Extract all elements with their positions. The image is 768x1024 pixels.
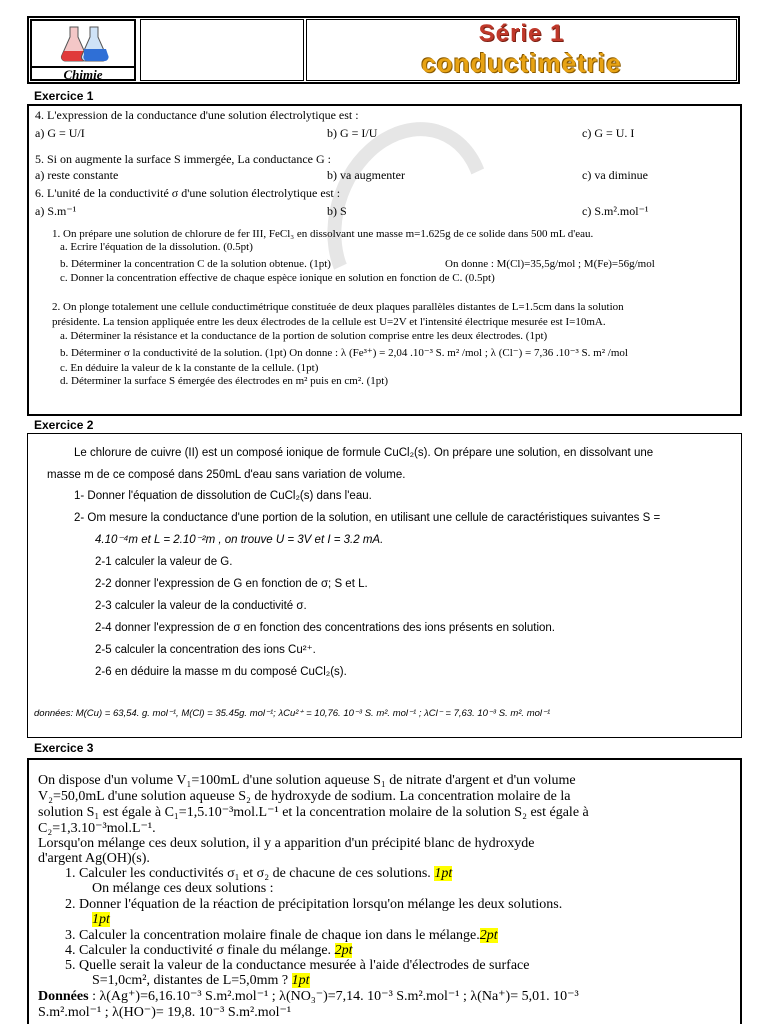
ex1-part2-a: a. Déterminer la résistance et la conductance de la portion de solution comprise entre les deux électrodes. (1pt) <box>60 330 548 342</box>
q5-option-b: b) va augmenter <box>327 168 405 182</box>
q5-option-c: c) va diminue <box>582 168 648 182</box>
subject-label: Chimie <box>32 66 134 82</box>
ex3-intro-2: V₂=50,0mL d'une solution aqueuse S₂ de hydroxyde de sodium. La concentration molaire de la <box>38 789 571 804</box>
ex1-part1-a: a. Ecrire l'équation de la dissolution. (0.5pt) <box>60 241 253 253</box>
ex2-intro-2: masse m de ce composé dans 250mL d'eau sans variation de volume. <box>47 469 406 481</box>
ex1-part2-d: d. Déterminer la surface S émergée des électrodes en m² puis en cm². (1pt) <box>60 375 389 387</box>
ex2-q2-1: 2-1 calculer la valeur de G. <box>95 556 233 568</box>
ex1-part1-c: c. Donner la concentration effective de chaque espèce ionique en solution en fonction de C. (0.5pt) <box>60 272 495 284</box>
ex3-intro-1: On dispose d'un volume V₁=100mL d'une solution aqueuse S₁ de nitrate d'argent et d'un volume <box>38 773 576 788</box>
ex2-intro: Le chlorure de cuivre (II) est un composé ionique de formule CuCl₂(s). On prépare une solution, en dissolvant une <box>74 447 654 459</box>
ex3-intro-3: solution S₁ est égale à C₁=1,5.10⁻³mol.L⁻¹ et la concentration molaire de la solution S₂ est égale à <box>38 805 589 820</box>
ex3-q4-points: 2pt <box>334 943 353 958</box>
ex3-data-label: Données <box>38 989 89 1004</box>
ex2-q2: 2- Om mesure la conductance d'une portion de la solution, en utilisant une cellule de caractéristiques suivantes S = <box>74 512 661 524</box>
ex3-q5: 5. Quelle serait la valeur de la conductance mesurée à l'aide d'électrodes de surface <box>65 958 530 973</box>
ex1-part1-data: On donne : M(Cl)=35,5g/mol ; M(Fe)=56g/mol <box>445 258 655 270</box>
q5-option-a: a) reste constante <box>35 168 119 182</box>
ex2-q2-5: 2-5 calculer la concentration des ions Cu²⁺. <box>95 644 316 656</box>
ex3-q2: 2. Donner l'équation de la réaction de précipitation lorsqu'on mélange les deux solutions. <box>65 897 563 912</box>
ex2-q2-values: 4.10⁻⁴m et L = 2.10⁻²m , on trouve U = 3V et I = 3.2 mA. <box>95 534 384 546</box>
q6-option-b: b) S <box>327 204 347 218</box>
ex3-q1: 1. Calculer les conductivités σ₁ et σ₂ de chacune de ces solutions. 1pt <box>65 866 453 881</box>
q6-option-c: c) S.m².mol⁻¹ <box>582 204 649 218</box>
page-title: conductimètrie <box>421 48 622 78</box>
ex3-intro-6: d'argent Ag(OH)(s). <box>38 851 150 866</box>
q4-option-a: a) G = U/I <box>35 126 85 140</box>
header-blank-cell <box>140 19 304 81</box>
ex3-intro-5: Lorsqu'on mélange ces deux solution, il y a apparition d'un précipité blanc de hydroxyde <box>38 836 535 851</box>
ex3-q1-points: 1pt <box>434 866 453 881</box>
ex1-part2-intro: 2. On plonge totalement une cellule conductimétrique constituée de deux plaques parallèles distantes de L=1.5cm dans la solution <box>52 301 624 313</box>
exercise-3-label: Exercice 3 <box>34 741 94 755</box>
ex2-q2-3: 2-3 calculer la valeur de la conductivité σ. <box>95 600 307 612</box>
ex2-q1: 1- Donner l'équation de dissolution de CuCl₂(s) dans l'eau. <box>74 490 372 502</box>
ex2-q2-4: 2-4 donner l'expression de σ en fonction des concentrations des ions présents en solution. <box>95 622 555 634</box>
flask-icon <box>32 21 134 67</box>
ex2-q2-2: 2-2 donner l'expression de G en fonction de σ; S et L. <box>95 578 368 590</box>
exercise-2-label: Exercice 2 <box>34 418 94 432</box>
ex1-part2-intro-2: présidente. La tension appliquée entre les deux électrodes de la cellule est U=2V et l'intensité électrique mesurée est I=10mA. <box>52 316 606 328</box>
ex1-part2-b: b. Déterminer σ la conductivité de la solution. (1pt) On donne : λ (Fe³⁺) = 2,04 .10⁻³ S. m² /mol ; λ (Cl⁻) = 7,36 .10⁻³ S. m² /mol <box>60 347 628 359</box>
ex3-q4: 4. Calculer la conductivité σ finale du mélange. 2pt <box>65 943 353 958</box>
q4-option-b: b) G = I/U <box>327 126 378 140</box>
q4-option-c: c) G = U. I <box>582 126 635 140</box>
q6-text: 6. L'unité de la conductivité σ d'une solution électrolytique est : <box>35 186 341 200</box>
q5-text: 5. Si on augmente la surface S immergée, La conductance G : <box>35 152 332 166</box>
ex2-q2-6: 2-6 en déduire la masse m du composé CuCl₂(s). <box>95 666 347 678</box>
ex3-intro-4: C₂=1,3.10⁻³mol.L⁻¹. <box>38 821 156 836</box>
ex3-q3-points: 2pt <box>479 928 498 943</box>
exercise-1-label: Exercice 1 <box>34 89 94 103</box>
q4-text: 4. L'expression de la conductance d'une solution électrolytique est : <box>35 108 359 122</box>
ex1-part2-c: c. En déduire la valeur de k la constante de la cellule. (1pt) <box>60 362 319 374</box>
ex3-q2-points-line <box>92 912 110 927</box>
ex1-part1-intro: 1. On prépare une solution de chlorure de fer III, FeCl₃ en dissolvant une masse m=1.625g de ce solide dans 500 mL d'eau. <box>52 228 594 240</box>
ex3-q5-cont: S=1,0cm², distantes de L=5,0mm ? 1pt <box>92 973 310 988</box>
ex1-part1-b: b. Déterminer la concentration C de la solution obtenue. (1pt) <box>60 258 331 270</box>
ex3-data: Données : λ(Ag⁺)=6,16.10⁻³ S.m².mol⁻¹ ; λ(NO₃⁻)=7,14. 10⁻³ S.m².mol⁻¹ ; λ(Na⁺)= 5,01. 10⁻³ <box>38 989 579 1004</box>
ex3-q5-points: 1pt <box>291 973 310 988</box>
ex3-data-2: S.m².mol⁻¹ ; λ(HO⁻)= 19,8. 10⁻³ S.m².mol⁻¹ <box>38 1005 292 1020</box>
ex3-q3: 3. Calculer la concentration molaire finale de chaque ion dans le mélange.2pt <box>65 928 498 943</box>
ex2-data: données: M(Cu) = 63,54. g. mol⁻¹, M(Cl) = 35.45g. mol⁻¹; λCu²⁺ = 10,76. 10⁻³ S. m². mol⁻¹ ; λCl⁻ = 7,63. 10⁻³ S. m². mol⁻¹ <box>34 708 551 719</box>
ex3-q2-points: 1pt <box>92 912 110 927</box>
ex3-mix-note: On mélange ces deux solutions : <box>92 881 274 896</box>
serie-title: Série 1 <box>478 20 565 47</box>
q6-option-a: a) S.m⁻¹ <box>35 204 77 218</box>
